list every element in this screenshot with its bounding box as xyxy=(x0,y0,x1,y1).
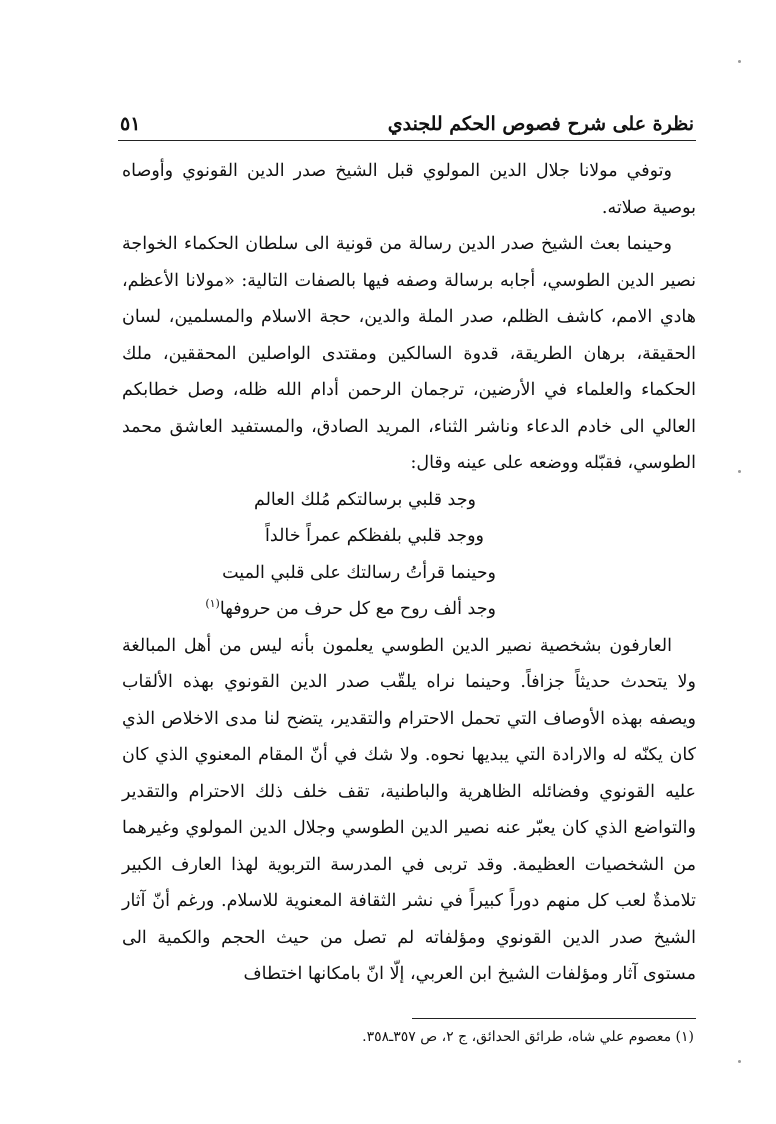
verse-line: وحينما قرأتُ رسالتك على قلبي الميت xyxy=(222,562,496,583)
paragraph-1: وتوفي مولانا جلال الدين المولوي قبل الشيخ صدر الدين القونوي وأوصاه بوصية صلاته. xyxy=(122,161,696,218)
header-divider xyxy=(118,140,696,141)
running-title: نظرة على شرح فصوص الحكم للجندي xyxy=(387,113,694,135)
verse-line: وجد قلبي برسالتكم مُلك العالم xyxy=(253,489,476,510)
main-text xyxy=(122,153,696,993)
verse-line: ووجد قلبي بلفظكم عمراً خالداً xyxy=(265,526,484,546)
margin-speck xyxy=(738,1060,741,1063)
paragraph-2: وحينما بعث الشيخ صدر الدين رسالة من قونية الى سلطان الحكماء الخواجة نصير الدين الطوسي، أجابه برسالة وصفه فيها بالصفات التالية: «مولانا الأعظم، هادي الامم، كاشف الظلم، صدر الملة والدين، حجة الاسلام والمسلمين، لسان الحقيقة، برهان الطريقة، قدوة السالكين ومقتدى الواصلين المحققين، ملك الحكماء والعلماء في الأرضين، ترجمان الرحمن أدام الله ظله، وصل خطابكم العالي الى خادم الدعاء وناشر الثناء، المريد الصادق، والمستفيد العاشق محمد الطوسي، فقبّله ووضعه على عينه وقال: xyxy=(122,234,696,473)
margin-speck xyxy=(738,470,741,473)
footnote: (١) معصوم علي شاه، طرائق الحدائق، ج ٢، ص ٣٥٧ـ٣٥٨. xyxy=(362,1029,694,1045)
page-number: ٥١ xyxy=(120,113,141,135)
verse-line-last xyxy=(122,591,496,628)
margin-speck xyxy=(738,60,741,63)
poem xyxy=(122,482,696,628)
paragraph-3: العارفون بشخصية نصير الدين الطوسي يعلمون بأنه ليس من أهل المبالغة ولا يتحدث حديثاً جزافاً. وحينما نراه يلقّب صدر الدين القونوي بهذه الألقاب ويصفه بهذه الأوصاف التي تحمل الاحترام والتقدير، يتضح لنا مدى الاخلاص الذي كان يكنّه له والارادة التي يبديها نحوه. ولا شك في أنّ المقام المعنوي الذي كان عليه القونوي وفضائله الظاهرية والباطنية، تقف خلف ذلك الاحترام والتقدير والتواضع الذي كان يعبّر عنه نصير الدين الطوسي وجلال الدين المولوي وغيرهما من الشخصيات العظيمة. وقد تربى في المدرسة التربوية لهذا العارف الكبير تلامذةٌ لعب كل منهم دوراً كبيراً في نشر الثقافة المعنوية للاسلام. ورغم أنّ آثار الشيخ صدر الدين القونوي ومؤلفاته لم تصل من حيث الحجم والكمية الى مستوى آثار ومؤلفات الشيخ ابن العربي، إلّا انّ بامكانها اختطاف xyxy=(122,635,696,984)
page-header xyxy=(120,98,694,138)
footnote-divider xyxy=(412,1018,696,1019)
verse-line-text: وجد ألف روح مع كل حرف من حروفها xyxy=(219,599,496,619)
footnote-reference: (١) xyxy=(205,597,220,611)
